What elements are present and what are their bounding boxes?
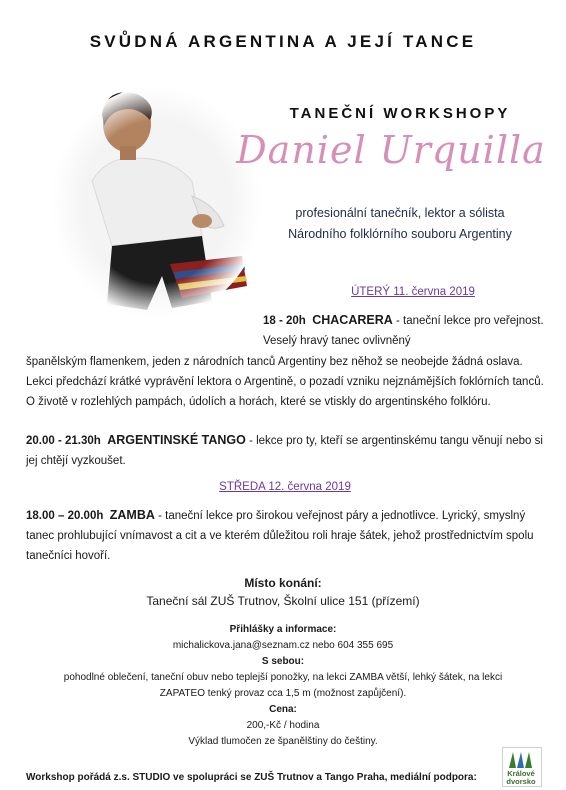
bio-line: Národního folklórního souboru Argentiny bbox=[288, 227, 512, 241]
bring-info: pohodlné oblečení, taneční obuv nebo teplejší ponožky, na lekci ZAMBA větší, lehký šátek, na lekci ZAPATEO tenký provaz cca 1,5 m (možnost zapůjčení). bbox=[63, 672, 503, 699]
dancer-illustration bbox=[52, 86, 262, 318]
interpretation-note: Výklad tlumočen ze španělštiny do češtiny. bbox=[188, 736, 378, 747]
chacarera-text: - taneční lekce pro veřejnost. Veselý hravý tanec ovlivněný bbox=[263, 315, 544, 347]
footer-organizer: Workshop pořádá z.s. STUDIO ve spolupráci se ZUŠ Trutnov a Tango Praha, mediální podpora: bbox=[26, 772, 477, 783]
tango-paragraph bbox=[26, 430, 546, 471]
poster-title: SVŮDNÁ ARGENTINA A JEJÍ TANCE bbox=[89, 32, 477, 51]
chacarera-intro bbox=[263, 310, 553, 351]
logo-wordmark: Králové dvorsko bbox=[506, 769, 536, 786]
zamba-paragraph bbox=[26, 505, 546, 566]
chacarera-description: španělským flamenkem, jeden z národních tanců Argentiny bez něhož se neobejde žádná oslava. Lekci předchází krátké vyprávění lektora o Argentině, o pozadí vzniku nejznámějších foklórních tanců. O životě v rozlehlých pampách, údolích a horách, které se vtiskly do argentinského folklóru. bbox=[26, 356, 544, 408]
workshop-subtitle: TANEČNÍ WORKSHOPY bbox=[289, 105, 511, 122]
chacarera-name: CHACARERA bbox=[312, 313, 393, 327]
tango-name: ARGENTINSKÉ TANGO bbox=[107, 433, 246, 447]
dancer-photo bbox=[52, 86, 262, 318]
day2-date-heading: STŘEDA 12. června 2019 bbox=[219, 481, 351, 493]
zamba-name: ZAMBA bbox=[109, 508, 155, 522]
contact-label: Přihlášky a informace: bbox=[229, 624, 337, 635]
signature-name: Daniel Urquilla bbox=[236, 128, 546, 172]
day1-date-heading: ÚTERÝ 11. června 2019 bbox=[351, 286, 475, 298]
bring-label: S sebou: bbox=[261, 656, 305, 667]
zamba-time: 18.00 – 20.00h bbox=[26, 510, 104, 522]
price-value: 200,-Kč / hodina bbox=[246, 720, 320, 731]
chacarera-time: 18 - 20h bbox=[263, 315, 306, 327]
tango-time: 20.00 - 21.30h bbox=[26, 435, 101, 447]
price-label: Cena: bbox=[269, 704, 297, 715]
venue-label: Místo konání: bbox=[244, 576, 322, 590]
venue-address: Taneční sál ZUŠ Trutnov, Školní ulice 151 (přízemí) bbox=[146, 594, 420, 608]
bio-line: profesionální tanečník, lektor a sólista bbox=[295, 206, 505, 220]
bio-block bbox=[265, 203, 535, 245]
zamba-text: - taneční lekce pro širokou veřejnost páry a jednotlivce. Lyrický, smyslný tanec prohlubující vnímavost a cit a ve kterém důležitou roli hraje šátek, jehož prostřednictvím spolu tanečníci hovoří. bbox=[26, 510, 534, 562]
logo-mark-icon bbox=[503, 748, 541, 770]
tango-text: - lekce pro ty, kteří se argentinskému tangu věnují nebo si jej chtějí vyzkoušet. bbox=[26, 435, 543, 467]
contact-info: michalickova.jana@seznam.cz nebo 604 355 695 bbox=[172, 640, 394, 651]
